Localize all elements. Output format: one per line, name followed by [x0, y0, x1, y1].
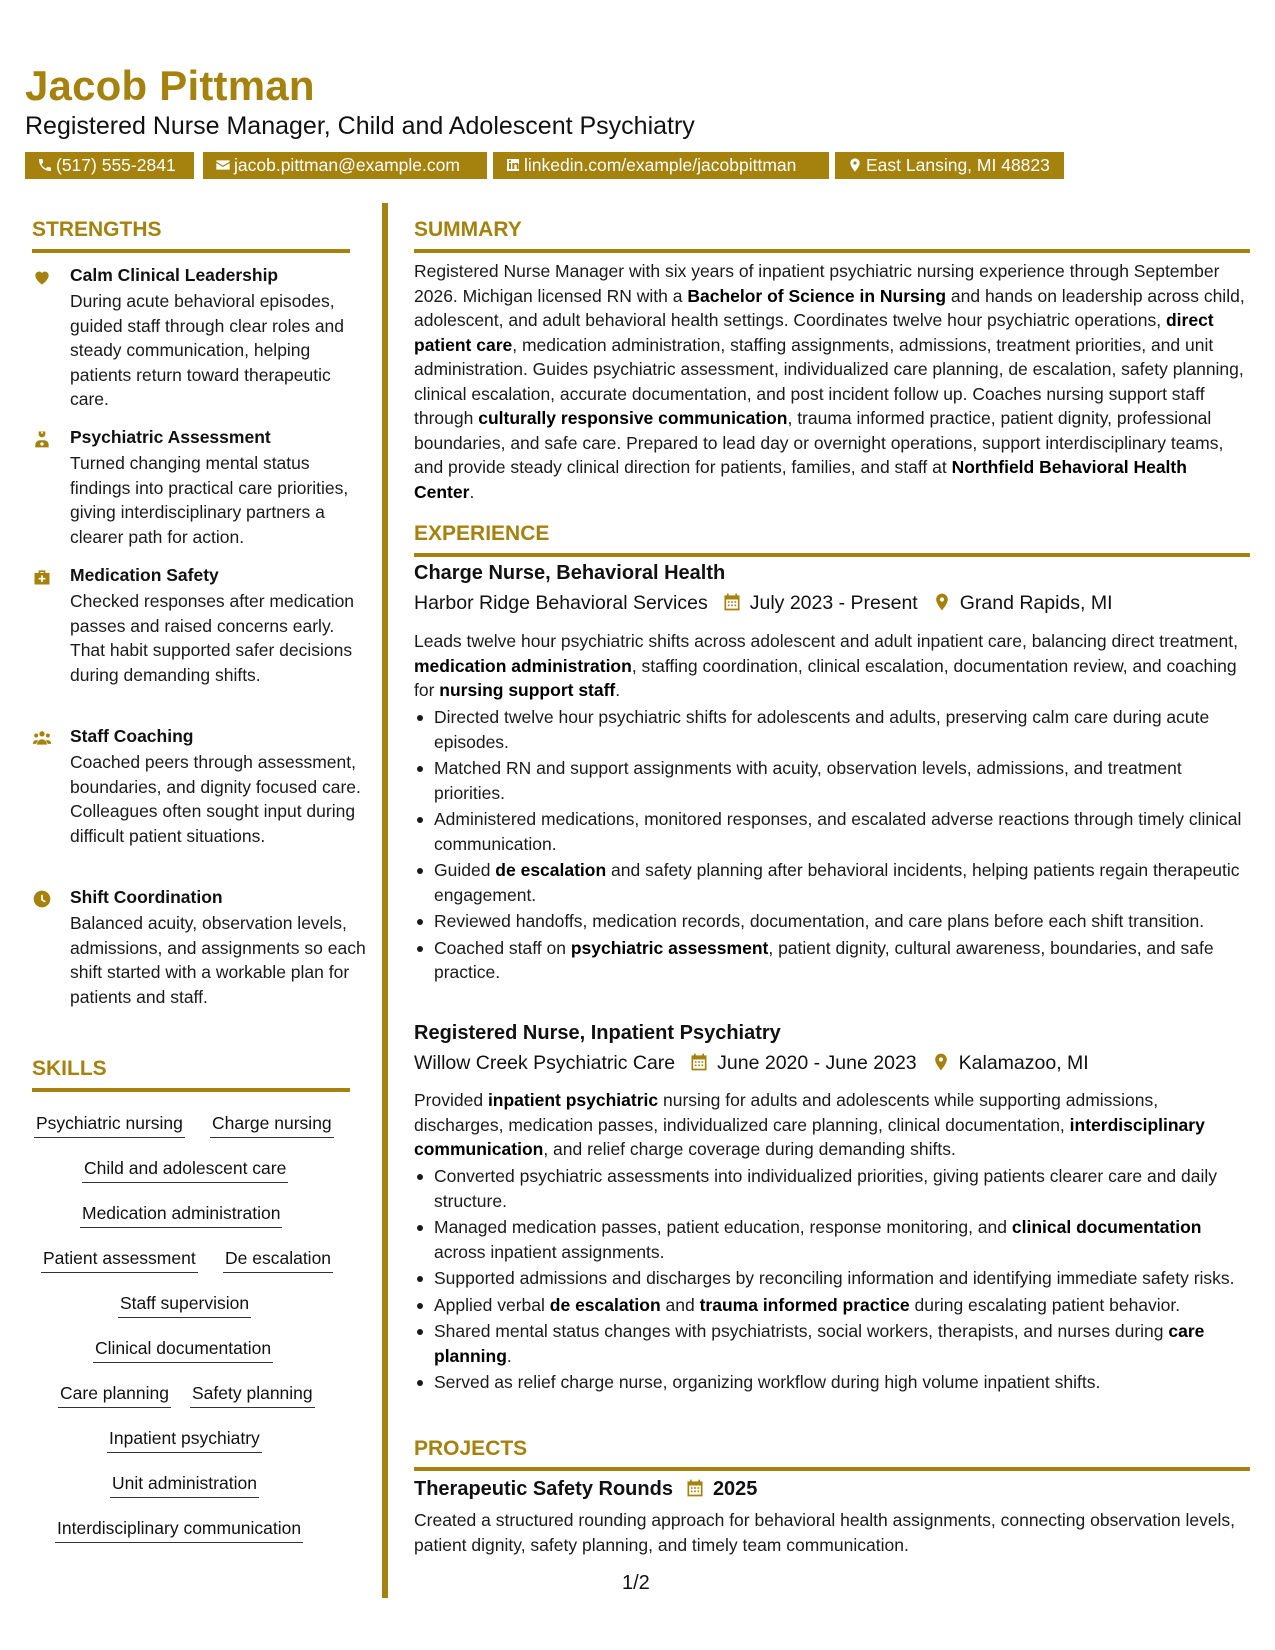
- calendar-icon: [685, 1478, 705, 1498]
- email-text: jacob.pittman@example.com: [234, 155, 460, 175]
- skill-tag: Safety planning: [190, 1383, 315, 1408]
- project-year: 2025: [712, 1478, 758, 1500]
- strengths-rule: [32, 249, 350, 253]
- skill-tag: Patient assessment: [41, 1248, 198, 1273]
- candidate-name: Jacob Pittman: [25, 62, 315, 109]
- location-chip: [835, 152, 1064, 179]
- map-pin-icon: [931, 1052, 951, 1072]
- job-title: Registered Nurse, Inpatient Psychiatry: [414, 1022, 781, 1044]
- strength-desc: Coached peers through assessment, boundaries, and dignity focused care. Colleagues often sought input during difficult patient situations.: [70, 752, 361, 846]
- strength-desc: Turned changing mental status findings into practical care priorities, giving interdisciplinary partners a clearer path for action.: [70, 453, 349, 547]
- job-bullet: Converted psychiatric assessments into individualized priorities, giving patients clearer care and daily structure.: [414, 1164, 1254, 1213]
- job-dates: June 2020 - June 2023: [717, 1052, 917, 1074]
- linkedin-text: linkedin.com/example/jacobpittman: [524, 155, 797, 175]
- skill-tag: Inpatient psychiatry: [107, 1428, 262, 1453]
- linkedin-chip[interactable]: [493, 152, 829, 179]
- strength-title: Calm Clinical Leadership: [70, 265, 279, 285]
- skill-tag: Interdisciplinary communication: [55, 1518, 303, 1543]
- skill-tag: Care planning: [58, 1383, 171, 1408]
- calendar-icon: [689, 1052, 709, 1072]
- job-bullet: Guided de escalation and safety planning after behavioral incidents, helping patients regain therapeutic engagement.: [414, 858, 1254, 907]
- job-company: Willow Creek Psychiatric Care: [414, 1052, 676, 1074]
- job-meta: [414, 1052, 1089, 1080]
- skill-tag: Medication administration: [80, 1203, 282, 1228]
- experience-heading: EXPERIENCE: [414, 522, 550, 545]
- strength-desc: During acute behavioral episodes, guided staff through clear roles and steady communication, helping patients return toward therapeutic care.: [70, 291, 345, 409]
- user-nurse-icon: [32, 429, 52, 449]
- summary-heading: SUMMARY: [414, 218, 522, 241]
- linkedin-icon: [505, 157, 521, 173]
- calendar-icon: [722, 592, 742, 612]
- job-bullet: Managed medication passes, patient education, response monitoring, and clinical documentation across inpatient assignments.: [414, 1215, 1254, 1264]
- job-company: Harbor Ridge Behavioral Services: [414, 592, 708, 614]
- strength-desc: Checked responses after medication passes and raised concerns early. That habit supported safer decisions during demanding shifts.: [70, 591, 355, 685]
- projects-heading: PROJECTS: [414, 1437, 528, 1460]
- phone-chip[interactable]: [25, 152, 194, 179]
- skill-tag: Child and adolescent care: [82, 1158, 288, 1183]
- summary-text: Registered Nurse Manager with six years of inpatient psychiatric nursing experience through September 2026. Michigan licensed RN with a Bachelor of Science in Nursing and hands on leadership across child, adolescent, and adult behavioral health settings. Coordinates twelve hour psychiatric operations, direct patient care, medication administration, staffing assignments, admissions, treatment priorities, and unit administration. Guides psychiatric assessment, individualized care planning, de escalation, safety planning, clinical escalation, accurate documentation, and post incident follow up. Coaches nursing support staff through culturally responsive communication, trauma informed practice, patient dignity, professional boundaries, and safe care. Prepared to lead day or overnight operations, support interdisciplinary teams, and provide steady clinical direction for patients, families, and staff at Northfield Behavioral Health Center.: [414, 261, 1245, 502]
- job-bullets: [414, 705, 1254, 987]
- medkit-icon: [32, 567, 52, 587]
- strength-title: Psychiatric Assessment: [70, 427, 271, 447]
- email-chip[interactable]: [203, 152, 487, 179]
- skills-rule: [32, 1088, 350, 1092]
- job-bullet: Served as relief charge nurse, organizing workflow during high volume inpatient shifts.: [414, 1370, 1254, 1395]
- job-bullet: Applied verbal de escalation and trauma informed practice during escalating patient behavior.: [414, 1293, 1254, 1318]
- strength-title: Staff Coaching: [70, 726, 194, 746]
- job-location: Grand Rapids, MI: [959, 592, 1113, 614]
- job-bullet: Supported admissions and discharges by reconciling information and identifying immediate safety risks.: [414, 1266, 1254, 1291]
- skill-tag: Unit administration: [110, 1473, 259, 1498]
- page-number: 1/2: [622, 1572, 650, 1594]
- strength-title: Shift Coordination: [70, 887, 223, 907]
- job-bullet: Coached staff on psychiatric assessment, patient dignity, cultural awareness, boundaries, and safe practice.: [414, 936, 1254, 985]
- skill-tag: Clinical documentation: [93, 1338, 273, 1363]
- location-text: East Lansing, MI 48823: [866, 155, 1050, 175]
- project-header: [414, 1478, 757, 1501]
- skills-heading: SKILLS: [32, 1057, 107, 1080]
- job-title: Charge Nurse, Behavioral Health: [414, 562, 726, 584]
- candidate-headline: Registered Nurse Manager, Child and Adolescent Psychiatry: [25, 112, 695, 140]
- job-description: Provided inpatient psychiatric nursing for adults and adolescents while supporting admissions, discharges, medication passes, individualized care planning, clinical documentation, interdisciplinary communication, and relief charge coverage during demanding shifts.: [414, 1090, 1205, 1159]
- project-desc: Created a structured rounding approach for behavioral health assignments, connecting observation levels, patient dignity, safety planning, and timely team communication.: [414, 1510, 1236, 1555]
- strengths-heading: STRENGTHS: [32, 218, 162, 241]
- job-bullet: Shared mental status changes with psychiatrists, social workers, therapists, and nurses during care planning.: [414, 1319, 1254, 1368]
- job-description: Leads twelve hour psychiatric shifts across adolescent and adult inpatient care, balancing direct treatment, medication administration, staffing coordination, clinical escalation, documentation review, and coaching for nursing support staff.: [414, 631, 1238, 700]
- job-bullets: [414, 1164, 1254, 1397]
- strength-title: Medication Safety: [70, 565, 219, 585]
- job-bullet: Reviewed handoffs, medication records, documentation, and care plans before each shift transition.: [414, 909, 1254, 934]
- experience-rule: [414, 553, 1250, 557]
- skill-tag: Psychiatric nursing: [34, 1113, 185, 1138]
- column-divider: [382, 203, 388, 1598]
- job-dates: July 2023 - Present: [749, 592, 918, 614]
- contact-bar: [25, 152, 1125, 179]
- skill-tag: Staff supervision: [118, 1293, 251, 1318]
- job-meta: [414, 592, 1113, 620]
- skill-tag: Charge nursing: [210, 1113, 334, 1138]
- phone-icon: [37, 157, 53, 173]
- job-bullet: Administered medications, monitored responses, and escalated adverse reactions through timely clinical communication.: [414, 807, 1254, 856]
- job-location: Kalamazoo, MI: [958, 1052, 1089, 1074]
- skill-tag: De escalation: [223, 1248, 333, 1273]
- job-bullet: Matched RN and support assignments with acuity, observation levels, admissions, and treatment priorities.: [414, 756, 1254, 805]
- envelope-icon: [215, 157, 231, 173]
- projects-rule: [414, 1467, 1250, 1471]
- clock-icon: [32, 889, 52, 909]
- job-bullet: Directed twelve hour psychiatric shifts for adolescents and adults, preserving calm care during acute episodes.: [414, 705, 1254, 754]
- project-title: Therapeutic Safety Rounds: [414, 1478, 673, 1500]
- strength-desc: Balanced acuity, observation levels, admissions, and assignments so each shift started with a workable plan for patients and staff.: [70, 913, 366, 1007]
- map-pin-icon: [847, 157, 863, 173]
- users-icon: [32, 728, 52, 748]
- summary-rule: [414, 249, 1250, 253]
- phone-text: (517) 555-2841: [56, 155, 176, 175]
- heart-icon: [32, 267, 52, 287]
- map-pin-icon: [932, 592, 952, 612]
